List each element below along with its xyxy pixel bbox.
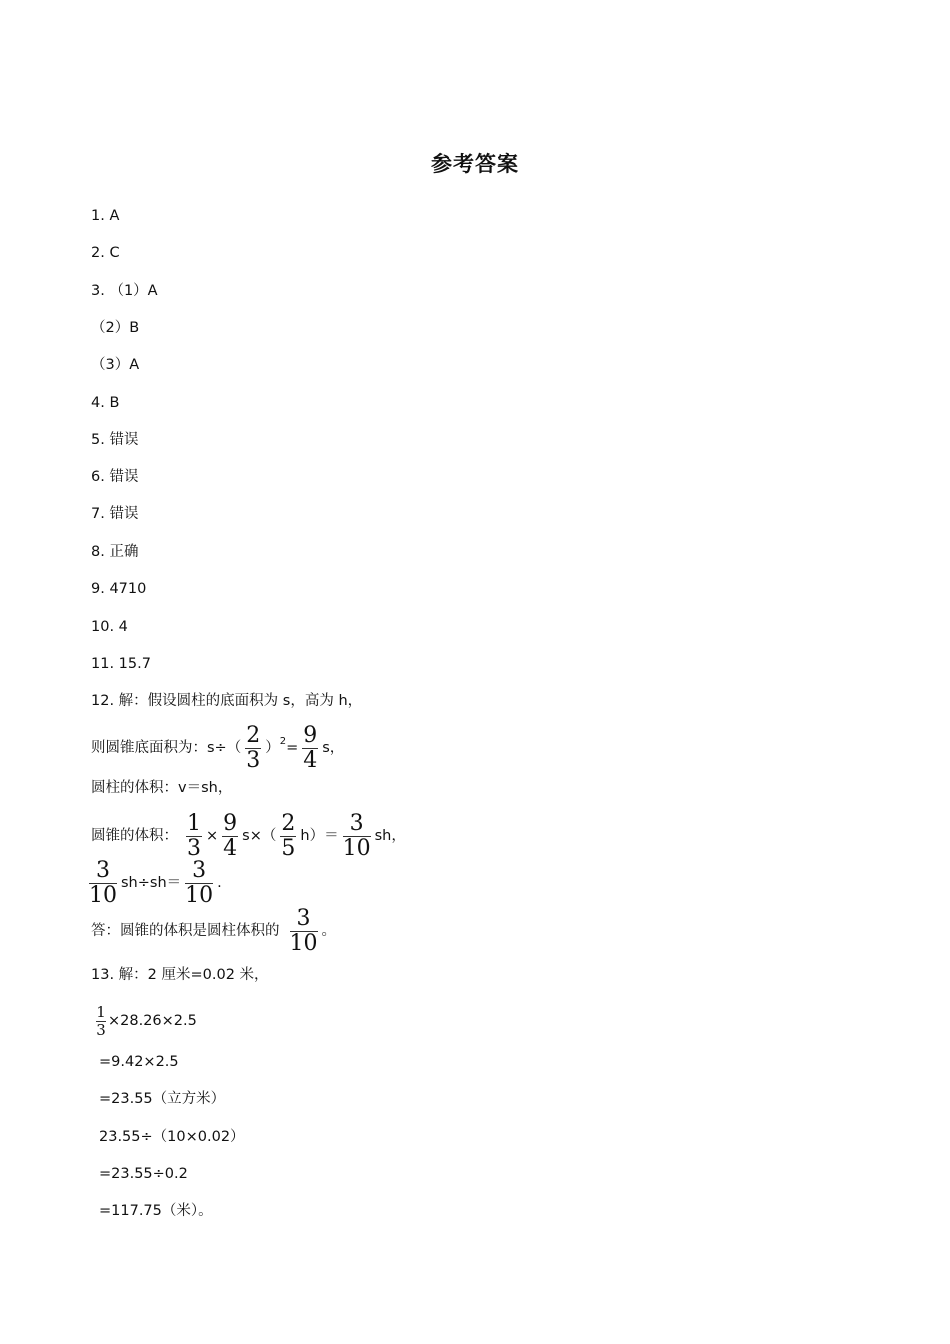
fraction-one-third: $\frac{1}{3}$: [187, 810, 201, 861]
q13-line-5: 23.55÷（10×0.02）: [99, 1129, 245, 1145]
q12-line-3: 圆柱的体积：v＝sh，: [91, 780, 233, 796]
q12-line4-prefix: 圆锥的体积：: [91, 828, 178, 844]
answer-3-1: 3. （1）A: [91, 283, 158, 299]
exponent: 2: [279, 736, 287, 747]
answer-9: 9. 4710: [91, 581, 147, 597]
answer-7: 7. 错误: [91, 506, 139, 522]
answer-4: 4. B: [91, 395, 120, 411]
q12-line2-suffix: s，: [322, 740, 345, 756]
q12-line2-prefix: 则圆锥底面积为：s÷（: [91, 740, 242, 756]
fraction-three-tenths-2: $\frac{3}{10}$: [89, 857, 117, 908]
q13-line-7: =117.75（米）。: [99, 1203, 213, 1219]
fraction-three-tenths-3: $\frac{3}{10}$: [185, 857, 214, 908]
q12-line6-prefix: 答：圆锥的体积是圆柱体积的: [91, 923, 280, 939]
fraction-three-tenths: $\frac{3}{10}$: [342, 810, 371, 861]
answer-10: 10. 4: [91, 619, 128, 635]
q13-line2-suffix: ×28.26×2.5: [108, 1013, 197, 1029]
q12-line2-eq: =: [286, 740, 299, 756]
q13-line-2: [96, 1002, 197, 1039]
q12-line-6: [91, 905, 336, 956]
fraction-two-thirds: $\frac{2}{3}$: [246, 722, 261, 773]
q12-line4-suffix: sh，: [374, 828, 406, 844]
answer-3-2: （2）B: [91, 320, 140, 336]
answer-6: 6. 错误: [91, 469, 139, 485]
fraction-nine-fourths: $\frac{9}{4}$: [303, 722, 318, 773]
q12-line-2: [91, 722, 345, 773]
fraction-nine-fourths-2: $\frac{9}{4}$: [223, 810, 238, 861]
q12-line4-s: s×（: [242, 828, 277, 844]
q12-line4-times: ×: [206, 828, 219, 844]
fraction-one-third-small: $\frac{1}{3}$: [96, 1002, 106, 1039]
answer-1: 1. A: [91, 208, 120, 224]
q12-line2-mid: ）: [265, 740, 280, 756]
answer-5: 5. 错误: [91, 432, 139, 448]
page-title: 参考答案: [431, 152, 519, 176]
q13-line-3: =9.42×2.5: [99, 1054, 179, 1070]
q12-line5-suffix: .: [217, 875, 222, 891]
fraction-two-fifths: $\frac{2}{5}$: [281, 810, 296, 861]
q12-line-5: [89, 857, 222, 908]
q12-line-4: [91, 810, 406, 861]
q12-line-1: 12. 解：假设圆柱的底面积为 s，高为 h，: [91, 693, 363, 709]
q13-line-6: =23.55÷0.2: [99, 1166, 188, 1182]
answer-2: 2. C: [91, 245, 120, 261]
q13-line-1: 13. 解：2 厘米=0.02 米，: [91, 967, 269, 983]
answer-3-3: （3）A: [91, 357, 140, 373]
q12-line4-h: h）＝: [300, 828, 339, 844]
q12-line6-suffix: 。: [321, 923, 336, 939]
answer-8: 8. 正确: [91, 544, 139, 560]
answer-11: 11. 15.7: [91, 656, 151, 672]
q13-line-4: =23.55（立方米）: [99, 1091, 226, 1107]
q12-line5-mid: sh÷sh＝: [121, 875, 182, 891]
fraction-three-tenths-4: $\frac{3}{10}$: [289, 905, 318, 956]
